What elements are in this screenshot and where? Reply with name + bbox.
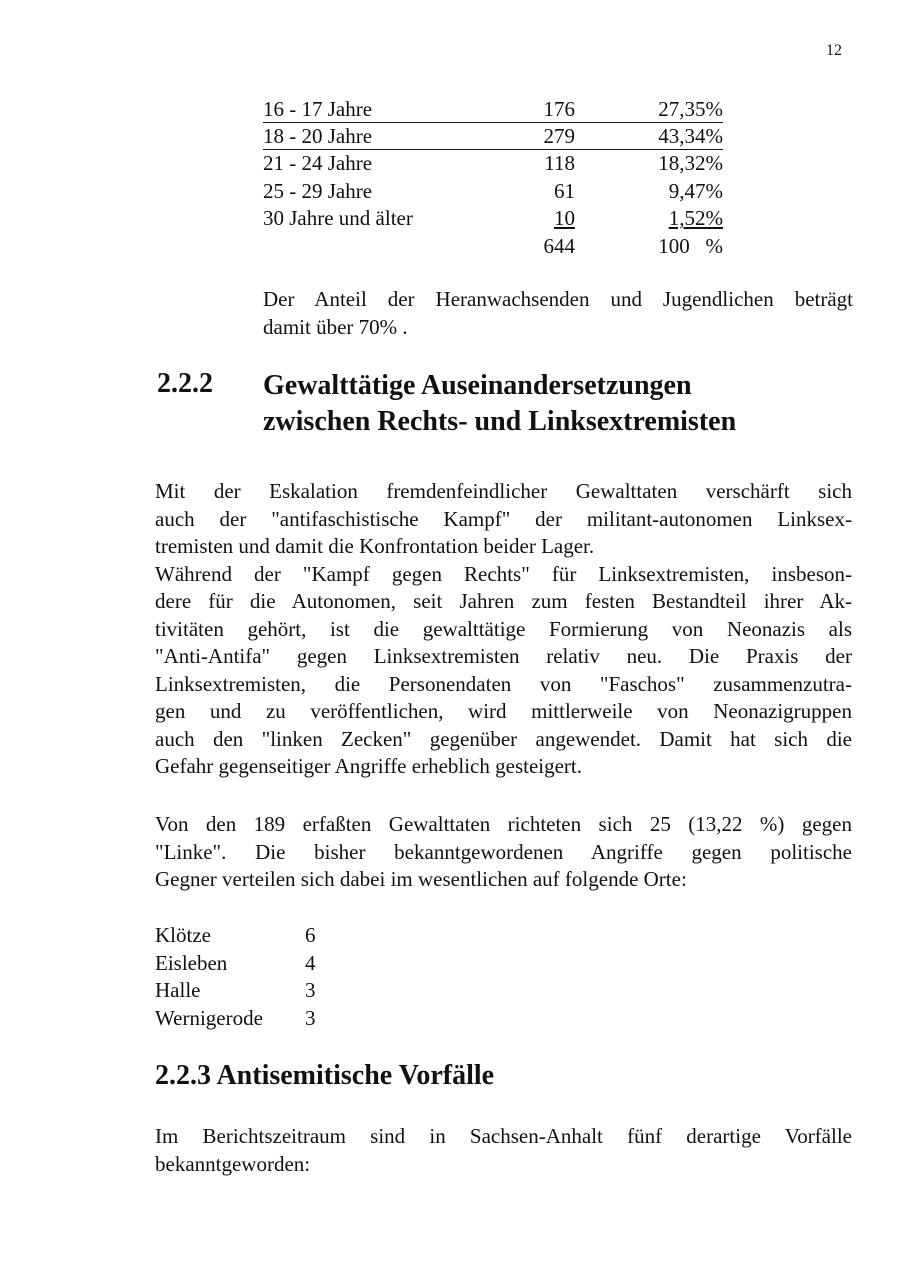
table-row <box>263 123 723 150</box>
place-name: Klötze <box>155 923 211 947</box>
title-line: zwischen Rechts- und Linksextremisten <box>263 406 737 437</box>
text-line: damit über 70% . <box>263 314 408 339</box>
place-count: 6 <box>305 923 316 947</box>
text-line: Von den 189 erfaßten Gewalttaten richteten sich 25 (13,22 %) gegen <box>155 812 852 836</box>
table-row <box>263 205 723 233</box>
age-count: 61 <box>554 178 575 203</box>
place-count: 4 <box>305 950 316 975</box>
age-percent: 27,35% <box>658 97 723 121</box>
text-line: gen und zu veröffentlichen, wird mittlerweile von Neonazigruppen <box>155 699 852 723</box>
age-label: 16 - 17 Jahre <box>263 97 373 121</box>
page-number: 12 <box>826 42 842 59</box>
age-percent: 43,34% <box>658 124 723 148</box>
list-item <box>155 950 355 978</box>
table-total-row <box>263 233 723 261</box>
age-label: 21 - 24 Jahre <box>263 151 373 175</box>
age-count: 176 <box>543 97 575 121</box>
list-item <box>155 977 355 1005</box>
text-line: tivitäten gehört, ist die gewalttätige Formierung von Neonazis als <box>155 616 852 641</box>
title-line: Gewalttätige Auseinandersetzungen <box>263 370 692 401</box>
total-percent: 100 % <box>658 233 723 258</box>
list-item <box>155 922 355 950</box>
section-title <box>263 368 736 440</box>
age-table <box>263 96 723 260</box>
text-line: Im Berichtszeitraum sind in Sachsen-Anhalt fünf derartige Vorfälle <box>155 1124 852 1148</box>
text-line: Mit der Eskalation fremdenfeindlicher Gewalttaten verschärft sich <box>155 479 852 503</box>
age-count: 118 <box>544 151 575 175</box>
age-percent: 18,32% <box>658 151 723 175</box>
text-line: dere für die Autonomen, seit Jahren zum festen Bestandteil ihrer Ak- <box>155 589 852 613</box>
age-percent: 9,47% <box>668 178 723 203</box>
text-line: Gefahr gegenseitiger Angriffe erheblich gesteigert. <box>155 754 583 778</box>
body-paragraph <box>155 478 852 781</box>
age-count: 279 <box>543 124 575 148</box>
text-line: auch der "antifaschistische Kampf" der militant-autonomen Linksex- <box>155 506 852 531</box>
age-count: 10 <box>554 206 575 230</box>
place-count: 3 <box>305 978 316 1002</box>
table-row <box>263 96 723 123</box>
table-row <box>263 178 723 206</box>
text-line: tremisten und damit die Konfrontation beider Lager. <box>155 534 595 558</box>
summary-paragraph <box>263 286 853 341</box>
table-row <box>263 150 723 178</box>
text-line: Der Anteil der Heranwachsenden und Jugendlichen beträgt <box>263 287 853 311</box>
section-heading: 2.2.3 Antisemitische Vorfälle <box>155 1060 495 1091</box>
body-paragraph <box>155 811 852 894</box>
places-list <box>155 922 355 1032</box>
list-item <box>155 1005 355 1033</box>
text-line: Linksextremisten, die Personendaten von "Faschos" zusammenzutra- <box>155 671 852 696</box>
text-line: "Anti-Antifa" gegen Linksextremisten relativ neu. Die Praxis der <box>155 644 852 668</box>
place-name: Wernigerode <box>155 1005 263 1030</box>
place-name: Eisleben <box>155 950 228 975</box>
text-line: bekanntgeworden: <box>155 1151 311 1176</box>
text-line: "Linke". Die bisher bekanntgewordenen Angriffe gegen politische <box>155 839 852 864</box>
section-number: 2.2.2 <box>157 368 213 399</box>
place-name: Halle <box>155 978 201 1002</box>
text-line: auch den "linken Zecken" gegenüber angewendet. Damit hat sich die <box>155 726 852 751</box>
age-label: 30 Jahre und älter <box>263 206 413 230</box>
age-label: 18 - 20 Jahre <box>263 124 373 148</box>
age-percent: 1,52% <box>668 206 723 230</box>
text-line: Gegner verteilen sich dabei im wesentlichen auf folgende Orte: <box>155 867 687 891</box>
place-count: 3 <box>305 1005 316 1030</box>
total-count: 644 <box>543 233 575 258</box>
age-label: 25 - 29 Jahre <box>263 178 373 203</box>
text-line: Während der "Kampf gegen Rechts" für Linksextremisten, insbeson- <box>155 561 852 586</box>
body-paragraph <box>155 1123 852 1178</box>
